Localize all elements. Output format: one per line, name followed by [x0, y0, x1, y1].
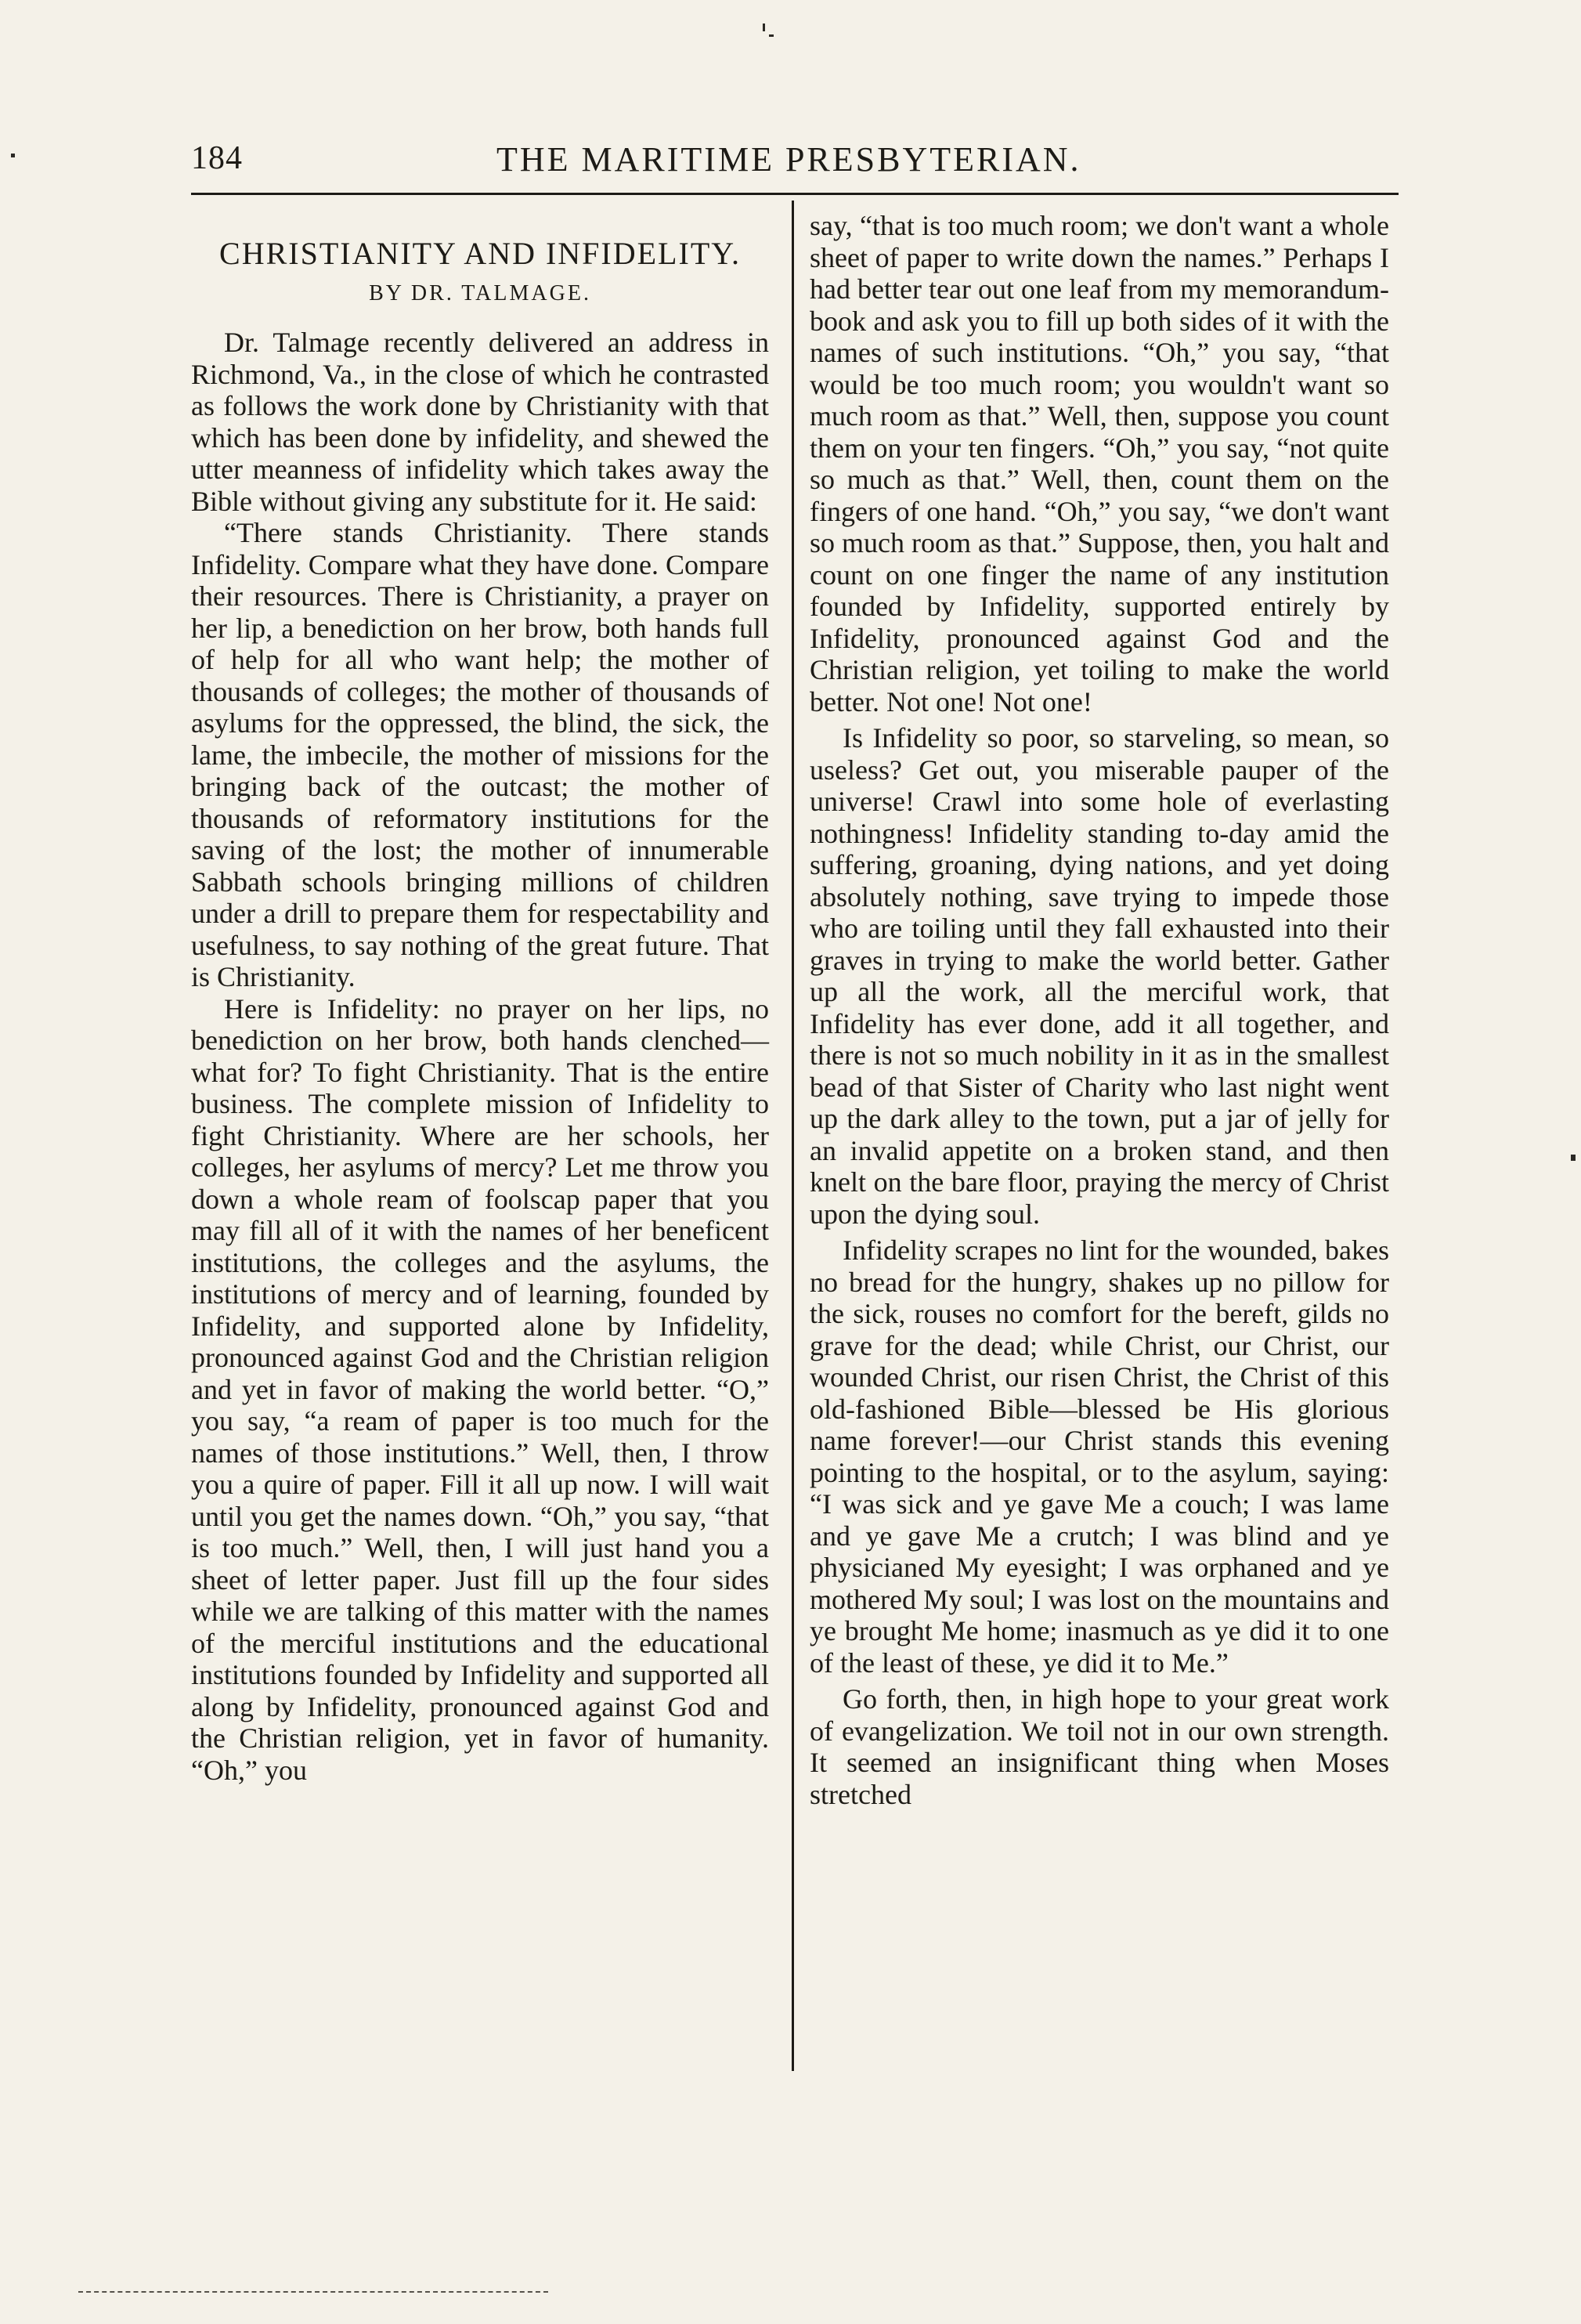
article-byline: BY DR. TALMAGE. — [369, 280, 591, 305]
page-number: 184 — [191, 140, 243, 176]
left-column — [191, 210, 769, 1786]
right-column — [810, 210, 1389, 1810]
paragraph: “There stands Christianity. There stands Infidelity. Compare what they have done. Compare their resources. There is Christianity, a prayer on her lip, a benediction on her brow, both hands full of help for all who want help; the mother of thousands of colleges; the mother of thousands of asylums for the oppressed, the blind, the sick, the lame, the imbecile, the mother of missions for the bringing back of the outcast; the mother of thousands of reformatory institutions for the saving of the lost; the mother of innumerable Sabbath schools bringing millions of children under a drill to prepare them for respectability and usefulness, to say nothing of the great future. That is Christianity. — [191, 517, 769, 992]
paragraph: Is Infidelity so poor, so starveling, so mean, so useless? Get out, you miserable pauper of the universe! Crawl into some hole of everlasting nothingness! Infidelity standing to-day amid the suffering, groaning, dying nations, and yet doing absolutely nothing, save trying to impede those who are toiling until they fall exhausted into their graves in trying to make the world better. Gather up all the work, all the merciful work, that Infidelity has ever done, add it all together, and there is not so much nobility in it as in the smallest bead of that Sister of Charity who last night went up the dark alley to the town, put a jar of jelly for an invalid appetite on a broken stand, and then knelt on the bare floor, praying the mercy of Christ upon the dying soul. — [810, 722, 1389, 1230]
speck-mark — [1571, 1155, 1576, 1161]
running-header — [191, 139, 1399, 179]
speck-mark — [763, 23, 765, 31]
speck-mark — [11, 154, 15, 157]
paragraph: Infidelity scrapes no lint for the wounded, bakes no bread for the hungry, shakes up no pillow for the sick, rouses no comfort for the bereft, gilds no grave for the dead; while Christ, our Christ, our wounded Christ, our risen Christ, the Christ of this old-fashioned Bible—blessed be His glorious name forever!—our Christ stands this evening pointing to the hospital, or to the asylum, saying: “I was sick and ye gave Me a couch; I was lame and ye gave Me a crutch; I was blind and ye physicianed My eyesight; I was orphaned and ye mothered My soul; I was lost on the mountains and ye brought Me home; inasmuch as ye did it to one of the least of these, ye did it to Me.” — [810, 1234, 1389, 1679]
footer-smudge — [78, 2291, 548, 2297]
paragraph: Here is Infidelity: no prayer on her lips, no benediction on her brow, both hands clenched—what for? To fight Christianity. That is the entire business. The complete mission of Infidelity to fight Christianity. Where are her schools, her colleges, her asylums of mercy? Let me throw you down a whole ream of foolscap paper that you may fill all of it with the names of her beneficent institutions, the colleges and the asylums, the institutions of mercy and of learning, founded by Infidelity, and supported alone by Infidelity, pronounced against God and the Christian religion and yet in favor of making the world better. “O,” you say, “a ream of paper is too much for the names of those institutions.” Well, then, I throw you a quire of paper. Fill it all up now. I will wait until you get the names down. “Oh,” you say, “that is too much.” Well, then, I will just hand you a sheet of letter paper. Just fill up the four sides while we are talking of this matter with the names of the merciful institutions and the educational institutions founded by Infidelity and supported all along by Infidelity, pronounced against God and the Christian religion, yet in favor of humanity. “Oh,” you — [191, 992, 769, 1786]
article-title: CHRISTIANITY AND INFIDELITY. — [219, 236, 741, 271]
paragraph: Go forth, then, in high hope to your great work of evangelization. We toil not in our own strength. It seemed an insignificant thing when Moses stretched — [810, 1683, 1389, 1810]
speck-mark — [769, 34, 774, 37]
paragraph: say, “that is too much room; we don't want a whole sheet of paper to write down the names.” Perhaps I had better tear out one leaf from my memorandum-book and ask you to fill up both sides of it with the names of such institutions. “Oh,” you say, “that would be too much room; you wouldn't want so much room as that.” Well, then, suppose you count them on your ten fingers. “Oh,” you say, “not quite so much as that.” Well, then, count them on the fingers of one hand. “Oh,” you say, “we don't want so much room as that.” Suppose, then, you halt and count on one finger the name of any institution founded by Infidelity, supported entirely by Infidelity, pronounced against God and the Christian religion, yet toiling to make the world better. Not one! Not one! — [810, 210, 1389, 717]
header-rule — [191, 193, 1399, 195]
column-rule — [792, 201, 794, 2071]
paragraph: Dr. Talmage recently delivered an address in Richmond, Va., in the close of which he contrasted as follows the work done by Christianity with that which has been done by infidelity, and shewed the utter meanness of infidelity which takes away the Bible without giving any substitute for it. He said: — [191, 327, 769, 517]
journal-title: THE MARITIME PRESBYTERIAN. — [496, 140, 1081, 179]
